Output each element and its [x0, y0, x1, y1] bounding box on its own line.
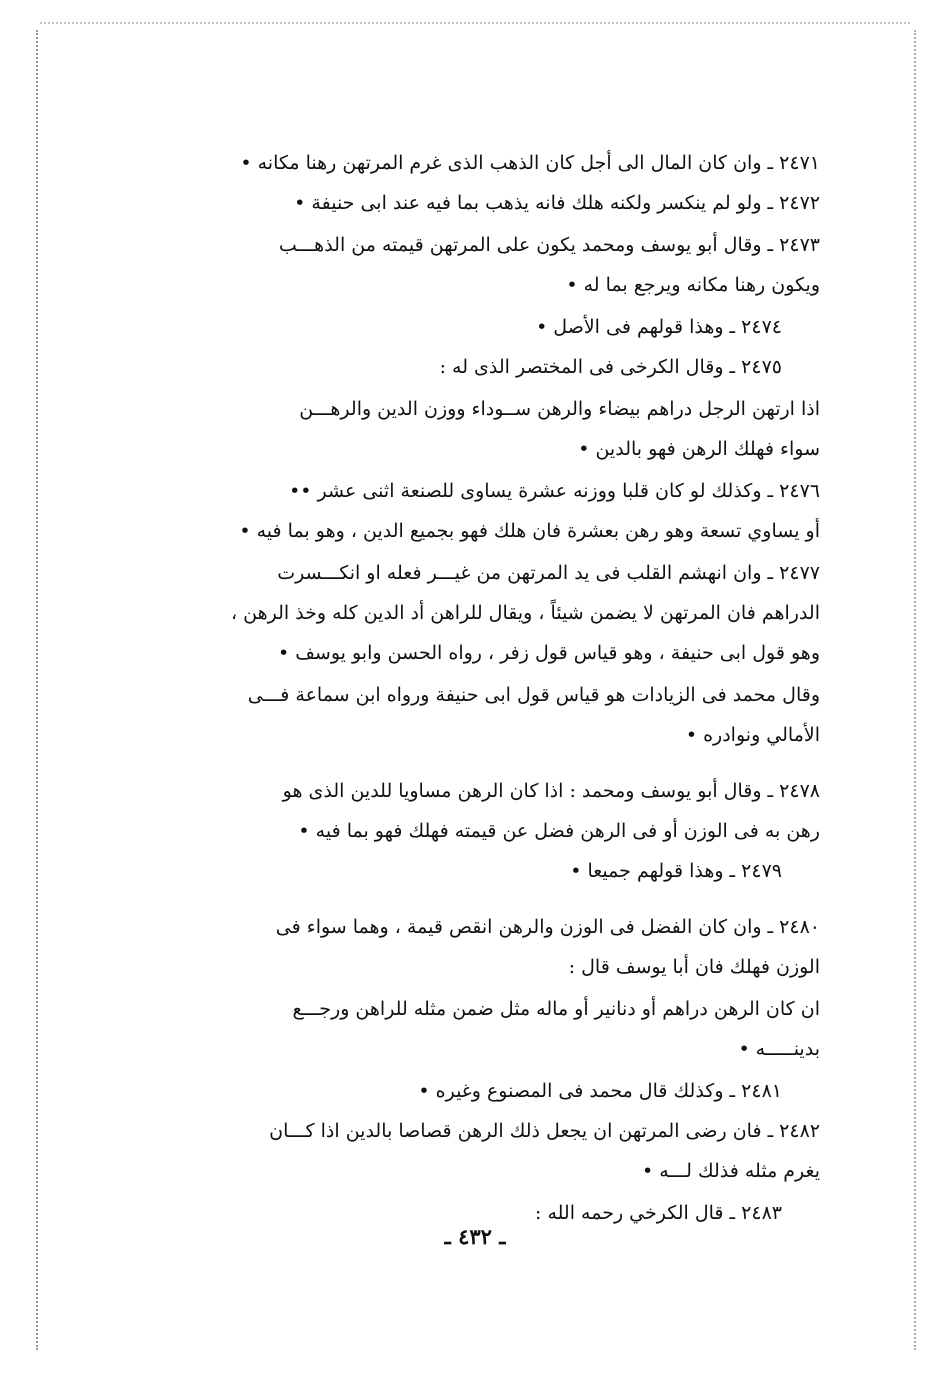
scan-dotted-border-top	[40, 22, 910, 24]
paragraph-2476-cont: أو يساوي تسعة وهو رهن بعشرة فان هلك فهو بجميع الدين ، وهو بما فيه •	[239, 520, 820, 542]
paragraph-2475: ٢٤٧٥ ـ وقال الكرخى فى المختصر الذى له :	[439, 356, 782, 378]
paragraph-2474: ٢٤٧٤ ـ وهذا قولهم فى الأصل •	[536, 316, 782, 338]
paragraph-2481: ٢٤٨١ ـ وكذلك قال محمد فى المصنوع وغيره •	[418, 1080, 782, 1102]
paragraph-2478: ٢٤٧٨ ـ وقال أبو يوسف ومحمد : اذا كان الرهن مساويا للدين الذى هو	[282, 780, 820, 802]
paragraph-2477-cont-2: وهو قول ابى حنيفة ، وهو قياس قول زفر ، رواه الحسن وابو يوسف •	[278, 642, 820, 664]
paragraph-2478-cont: رهن به فى الوزن أو فى الرهن فضل عن قيمته فهلك فهو بما فيه •	[298, 820, 820, 842]
paragraph-2473-cont: ويكون رهنا مكانه ويرجع بما له •	[566, 274, 820, 296]
paragraph-2483: ٢٤٨٣ ـ قال الكرخي رحمه الله :	[535, 1202, 782, 1224]
paragraph-2477-cont-1: الدراهم فان المرتهن لا يضمن شيئاً ، ويقال للراهن أد الدين كله وخذ الرهن ،	[230, 602, 820, 624]
paragraph-2482-cont: يغرم مثله فذلك لـــه •	[642, 1160, 820, 1182]
paragraph-2482: ٢٤٨٢ ـ فان رضى المرتهن ان يجعل ذلك الرهن قصاصا بالدين اذا كـــان	[269, 1120, 820, 1142]
paragraph-2479: ٢٤٧٩ ـ وهذا قولهم جميعا •	[570, 860, 782, 882]
paragraph-muhammad-cont: الأمالي ونوادره •	[685, 724, 820, 746]
paragraph-2477: ٢٤٧٧ ـ وان انهشم القلب فى يد المرتهن من غيـــر فعله او انكـــسرت	[277, 562, 820, 584]
scan-dotted-border-left	[36, 30, 38, 1350]
paragraph-2472: ٢٤٧٢ ـ ولو لم ينكسر ولكنه هلك فانه يذهب بما فيه عند ابى حنيفة •	[294, 192, 820, 214]
paragraph-2480: ٢٤٨٠ ـ وان كان الفضل فى الوزن والرهن انقص قيمة ، وهما سواء فى	[275, 916, 820, 938]
paragraph-abu-yusuf-quote-cont: بدينـــــه •	[738, 1038, 820, 1060]
scan-dotted-border-right	[914, 30, 916, 1350]
paragraph-abu-yusuf-quote: ان كان الرهن دراهم أو دنانير أو ماله مثل ضمن مثله للراهن ورجـــع	[292, 998, 820, 1020]
paragraph-muhammad: وقال محمد فى الزيادات هو قياس قول ابى حنيفة ورواه ابن سماعة فـــى	[247, 684, 820, 706]
paragraph-2475-quote-cont: سواء فهلك الرهن فهو بالدين •	[578, 438, 820, 460]
paragraph-2473: ٢٤٧٣ ـ وقال أبو يوسف ومحمد يكون على المرتهن قيمته من الذهـــب	[278, 234, 820, 256]
paragraph-2480-cont: الوزن فهلك فان أبا يوسف قال :	[568, 956, 820, 978]
paragraph-2475-quote: اذا ارتهن الرجل دراهم بيضاء والرهن ســوداء ووزن الدين والرهـــن	[299, 398, 820, 420]
paragraph-2471: ٢٤٧١ ـ وان كان المال الى أجل كان الذهب الذى غرم المرتهن رهنا مكانه •	[240, 152, 820, 174]
paragraph-2476: ٢٤٧٦ ـ وكذلك لو كان قلبا ووزنه عشرة يساوى للصنعة اثنى عشر ••	[289, 480, 820, 502]
page-number: ـ ٤٣٢ ـ	[444, 1224, 506, 1249]
